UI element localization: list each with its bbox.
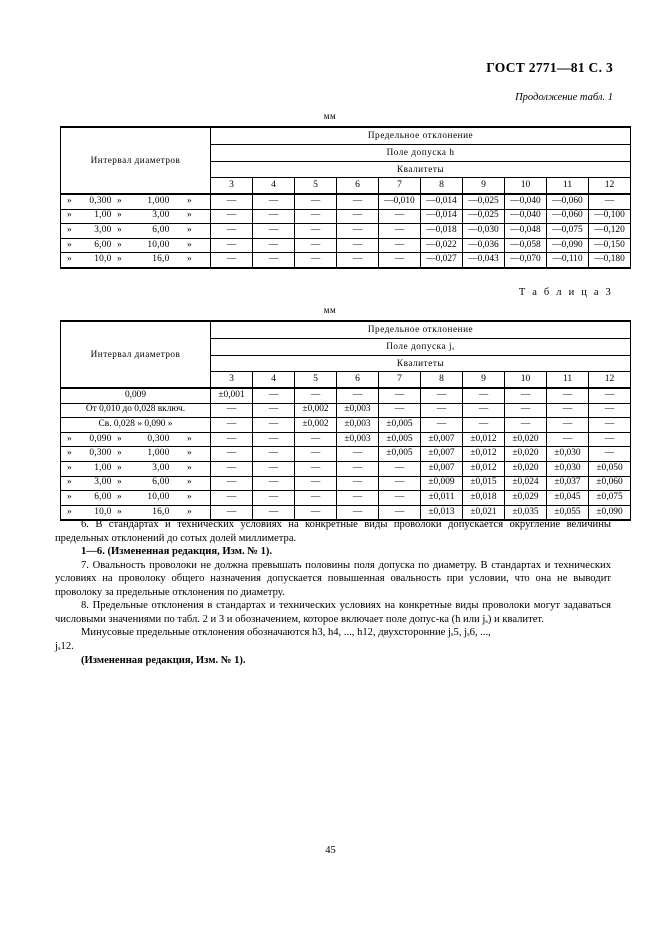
interval-from: 10,0 bbox=[94, 254, 112, 265]
value-cell-q7: — bbox=[379, 238, 421, 253]
value-cell-q12: —0,100 bbox=[589, 209, 631, 224]
interval-suffix: » bbox=[187, 210, 192, 221]
interval-from: 3,00 bbox=[94, 477, 112, 488]
value-cell-q12: — bbox=[589, 194, 631, 209]
value-cell-q4: — bbox=[253, 238, 295, 253]
interval-separator: » bbox=[117, 433, 122, 444]
interval-to: 6,00 bbox=[152, 477, 170, 488]
value-cell-q5: — bbox=[295, 388, 337, 403]
interval-text bbox=[62, 435, 210, 445]
value-cell-q8: —0,014 bbox=[421, 194, 463, 209]
paragraph-9-text-4: 12. bbox=[60, 640, 74, 652]
value-cell-q4: — bbox=[253, 388, 295, 403]
value-cell-q10: —0,040 bbox=[505, 209, 547, 224]
table-row bbox=[61, 388, 631, 403]
paragraph-9 bbox=[55, 626, 611, 653]
interval-separator: » bbox=[117, 462, 122, 473]
interval-to: 3,00 bbox=[152, 210, 170, 221]
value-cell-q10: ±0,020 bbox=[505, 432, 547, 447]
interval-text bbox=[62, 464, 210, 474]
value-cell-q9: ±0,012 bbox=[463, 461, 505, 476]
value-cell-q12: ±0,060 bbox=[589, 476, 631, 491]
value-cell-q8: ±0,011 bbox=[421, 491, 463, 506]
interval-from: 10,0 bbox=[94, 506, 112, 517]
interval-separator: » bbox=[117, 448, 122, 459]
value-cell-q12: — bbox=[589, 432, 631, 447]
paragraph-8 bbox=[55, 599, 611, 626]
quality-column-header-11: 11 bbox=[547, 178, 589, 195]
interval-prefix: » bbox=[67, 433, 72, 444]
quality-column-header-5: 5 bbox=[295, 178, 337, 195]
tolerance-table-h bbox=[60, 126, 631, 269]
value-cell-q3: — bbox=[211, 476, 253, 491]
value-cell-q12: ±0,090 bbox=[589, 505, 631, 520]
value-cell-q8: — bbox=[421, 403, 463, 418]
interval-suffix: » bbox=[187, 195, 192, 206]
table-row bbox=[61, 432, 631, 447]
value-cell-q4: — bbox=[253, 505, 295, 520]
table1-qualities-header: Квалитеты bbox=[211, 162, 631, 178]
value-cell-q6: — bbox=[337, 209, 379, 224]
value-cell-q12: —0,120 bbox=[589, 224, 631, 239]
value-cell-q6: — bbox=[337, 253, 379, 268]
value-cell-q11: —0,060 bbox=[547, 194, 589, 209]
value-cell-q8: —0,022 bbox=[421, 238, 463, 253]
interval-prefix: » bbox=[67, 492, 72, 503]
table-row bbox=[61, 224, 631, 239]
table-row bbox=[61, 253, 631, 268]
paragraph-9-text-3: 6, ..., bbox=[469, 627, 491, 639]
value-cell-q4: — bbox=[253, 461, 295, 476]
value-cell-q8: —0,018 bbox=[421, 224, 463, 239]
value-cell-q3: — bbox=[211, 194, 253, 209]
table-row bbox=[61, 491, 631, 506]
interval-text bbox=[62, 241, 210, 251]
value-cell-q3: — bbox=[211, 238, 253, 253]
paragraph-9-text-2: 5, j bbox=[453, 627, 468, 639]
paragraph-9-text-1: Минусовые предельные отклонения обозначаются h3, h4, ..., h12, двухсторонние j bbox=[81, 627, 451, 639]
table-3-label: Т а б л и ц а 3 bbox=[518, 287, 613, 298]
interval-from: 0,300 bbox=[89, 448, 112, 459]
value-cell-q10: ±0,020 bbox=[505, 447, 547, 462]
value-cell-q9: — bbox=[463, 388, 505, 403]
value-cell-q7: — bbox=[379, 253, 421, 268]
value-cell-q8: ±0,009 bbox=[421, 476, 463, 491]
value-cell-q10: — bbox=[505, 403, 547, 418]
value-cell-q7: ±0,005 bbox=[379, 432, 421, 447]
value-cell-q12: —0,150 bbox=[589, 238, 631, 253]
value-cell-q11: —0,090 bbox=[547, 238, 589, 253]
quality-column-header-8: 8 bbox=[421, 178, 463, 195]
quality-column-header-6: 6 bbox=[337, 372, 379, 389]
value-cell-q12: — bbox=[589, 418, 631, 433]
value-cell-q4: — bbox=[253, 447, 295, 462]
table1-body bbox=[61, 194, 631, 268]
value-cell-q10: —0,070 bbox=[505, 253, 547, 268]
interval-text bbox=[62, 255, 210, 265]
interval-suffix: » bbox=[187, 492, 192, 503]
interval-cell bbox=[61, 461, 211, 476]
interval-suffix: » bbox=[187, 239, 192, 250]
interval-from: 0,300 bbox=[89, 195, 112, 206]
interval-from: 1,00 bbox=[94, 462, 112, 473]
table1-interval-header: Интервал диаметров bbox=[61, 127, 211, 194]
value-cell-q9: — bbox=[463, 403, 505, 418]
interval-separator: » bbox=[117, 254, 122, 265]
value-cell-q5: — bbox=[295, 209, 337, 224]
table2-deviation-header: Предельное отклонение bbox=[211, 321, 631, 339]
value-cell-q5: — bbox=[295, 491, 337, 506]
interval-from: 1,00 bbox=[94, 210, 112, 221]
value-cell-q5: ±0,002 bbox=[295, 403, 337, 418]
table-row bbox=[61, 194, 631, 209]
interval-text: От 0,010 до 0,028 включ. bbox=[85, 404, 186, 415]
value-cell-q5: ±0,002 bbox=[295, 418, 337, 433]
interval-separator: » bbox=[117, 239, 122, 250]
quality-column-header-8: 8 bbox=[421, 372, 463, 389]
paragraph-9-sub-1: s bbox=[450, 631, 454, 639]
interval-suffix: » bbox=[187, 506, 192, 517]
paragraph-8-text-2: ) и квалитет. bbox=[487, 613, 544, 625]
interval-prefix: » bbox=[67, 225, 72, 236]
value-cell-q6: — bbox=[337, 491, 379, 506]
value-cell-q6: — bbox=[337, 447, 379, 462]
value-cell-q9: —0,043 bbox=[463, 253, 505, 268]
value-cell-q5: — bbox=[295, 461, 337, 476]
value-cell-q3: — bbox=[211, 403, 253, 418]
interval-from: 6,00 bbox=[94, 492, 112, 503]
interval-text: 0,009 bbox=[124, 389, 147, 400]
value-cell-q5: — bbox=[295, 476, 337, 491]
value-cell-q3: — bbox=[211, 418, 253, 433]
value-cell-q5: — bbox=[295, 224, 337, 239]
value-cell-q9: ±0,012 bbox=[463, 432, 505, 447]
interval-to: 10,00 bbox=[147, 492, 170, 503]
table-row bbox=[61, 447, 631, 462]
interval-text: Св. 0,028 » 0,090 » bbox=[98, 419, 173, 430]
interval-from: 6,00 bbox=[94, 239, 112, 250]
interval-separator: » bbox=[117, 210, 122, 221]
value-cell-q8: —0,014 bbox=[421, 209, 463, 224]
value-cell-q6: ±0,003 bbox=[337, 418, 379, 433]
interval-text bbox=[62, 493, 210, 503]
table2-tolerance-field-prefix: Поле допуска j bbox=[386, 341, 453, 351]
paragraph-8-text-1: 8. Предельные отклонения в стандартах и технических условиях на конкретные виды проволоки могут задаваться числовыми значениями по табл. 2 и 3 и обозначением, которое включает поле допус-ка (h или j bbox=[55, 600, 611, 625]
interval-to: 3,00 bbox=[152, 462, 170, 473]
interval-prefix: » bbox=[67, 506, 72, 517]
value-cell-q6: — bbox=[337, 388, 379, 403]
quality-column-header-12: 12 bbox=[589, 372, 631, 389]
paragraph-7: 7. Овальность проволоки не должна превышать половины поля допуска по диаметру. В стандартах и технических условиях на проволоку общего назначения допускается повышенная овальность при условии, что она не выводит проволоку за предельные отклонения по диаметру. bbox=[55, 559, 611, 598]
value-cell-q10: —0,058 bbox=[505, 238, 547, 253]
value-cell-q10: ±0,035 bbox=[505, 505, 547, 520]
table-row bbox=[61, 461, 631, 476]
interval-from: 3,00 bbox=[94, 225, 112, 236]
interval-from: 0,090 bbox=[89, 433, 112, 444]
paragraph-8-sub: s bbox=[485, 618, 488, 625]
value-cell-q11: ±0,045 bbox=[547, 491, 589, 506]
value-cell-q6: — bbox=[337, 238, 379, 253]
paragraph-9-sub-3: s bbox=[57, 645, 61, 653]
interval-text bbox=[62, 478, 210, 488]
value-cell-q8: — bbox=[421, 388, 463, 403]
table1-deviation-header: Предельное отклонение bbox=[211, 127, 631, 145]
value-cell-q8: ±0,013 bbox=[421, 505, 463, 520]
value-cell-q5: — bbox=[295, 194, 337, 209]
table-row bbox=[61, 403, 631, 418]
value-cell-q11: — bbox=[547, 418, 589, 433]
value-cell-q11: — bbox=[547, 388, 589, 403]
value-cell-q6: — bbox=[337, 224, 379, 239]
quality-column-header-3: 3 bbox=[211, 178, 253, 195]
interval-suffix: » bbox=[187, 448, 192, 459]
value-cell-q4: — bbox=[253, 224, 295, 239]
value-cell-q11: —0,110 bbox=[547, 253, 589, 268]
interval-to: 6,00 bbox=[152, 225, 170, 236]
interval-suffix: » bbox=[187, 254, 192, 265]
table-row bbox=[61, 238, 631, 253]
table-row bbox=[61, 476, 631, 491]
table2-qualities-header: Квалитеты bbox=[211, 356, 631, 372]
interval-text bbox=[62, 508, 210, 518]
value-cell-q3: — bbox=[211, 432, 253, 447]
body-text-block bbox=[55, 518, 611, 667]
value-cell-q12: ±0,075 bbox=[589, 491, 631, 506]
table-row bbox=[61, 418, 631, 433]
quality-column-header-12: 12 bbox=[589, 178, 631, 195]
interval-suffix: » bbox=[187, 462, 192, 473]
standard-title: ГОСТ 2771—81 С. 3 bbox=[486, 60, 613, 75]
value-cell-q7: — bbox=[379, 461, 421, 476]
interval-to: 1,000 bbox=[147, 448, 170, 459]
quality-column-header-9: 9 bbox=[463, 178, 505, 195]
tolerance-table-js bbox=[60, 320, 631, 521]
value-cell-q8: —0,027 bbox=[421, 253, 463, 268]
value-cell-q6: ±0,003 bbox=[337, 403, 379, 418]
interval-text bbox=[62, 226, 210, 236]
interval-cell bbox=[61, 491, 211, 506]
value-cell-q7: — bbox=[379, 388, 421, 403]
value-cell-q5: — bbox=[295, 432, 337, 447]
value-cell-q11: ±0,030 bbox=[547, 447, 589, 462]
interval-separator: » bbox=[117, 477, 122, 488]
value-cell-q7: — bbox=[379, 491, 421, 506]
table2-tolerance-field-header bbox=[211, 339, 631, 356]
interval-separator: » bbox=[117, 225, 122, 236]
paragraph-6: 6. В стандартах и технических условиях на конкретные виды проволоки допускается округление величины предельных отклонений до сотых долей миллиметра. bbox=[55, 519, 611, 544]
interval-prefix: » bbox=[67, 477, 72, 488]
value-cell-q6: — bbox=[337, 476, 379, 491]
interval-suffix: » bbox=[187, 477, 192, 488]
value-cell-q9: ±0,015 bbox=[463, 476, 505, 491]
value-cell-q9: — bbox=[463, 418, 505, 433]
value-cell-q9: —0,036 bbox=[463, 238, 505, 253]
value-cell-q4: — bbox=[253, 403, 295, 418]
value-cell-q8: ±0,007 bbox=[421, 461, 463, 476]
quality-column-header-7: 7 bbox=[379, 372, 421, 389]
interval-cell bbox=[61, 432, 211, 447]
quality-column-header-6: 6 bbox=[337, 178, 379, 195]
value-cell-q7: — bbox=[379, 505, 421, 520]
value-cell-q11: ±0,030 bbox=[547, 461, 589, 476]
value-cell-q12: — bbox=[589, 403, 631, 418]
value-cell-q10: ±0,024 bbox=[505, 476, 547, 491]
table2-tolerance-field-sub: s bbox=[452, 346, 455, 353]
interval-to: 16,0 bbox=[152, 254, 170, 265]
table1-tolerance-field-header: Поле допуска h bbox=[211, 145, 631, 162]
value-cell-q10: ±0,020 bbox=[505, 461, 547, 476]
page-number: 45 bbox=[325, 845, 336, 856]
interval-cell bbox=[61, 209, 211, 224]
value-cell-q9: —0,030 bbox=[463, 224, 505, 239]
interval-suffix: » bbox=[187, 433, 192, 444]
value-cell-q12: —0,180 bbox=[589, 253, 631, 268]
quality-column-header-10: 10 bbox=[505, 372, 547, 389]
value-cell-q12: — bbox=[589, 447, 631, 462]
value-cell-q9: ±0,018 bbox=[463, 491, 505, 506]
value-cell-q3: — bbox=[211, 461, 253, 476]
interval-text bbox=[62, 211, 210, 221]
continuation-label: Продолжение табл. 1 bbox=[515, 92, 613, 103]
value-cell-q7: —0,010 bbox=[379, 194, 421, 209]
value-cell-q3: — bbox=[211, 505, 253, 520]
value-cell-q10: — bbox=[505, 418, 547, 433]
value-cell-q12: — bbox=[589, 388, 631, 403]
quality-column-header-9: 9 bbox=[463, 372, 505, 389]
value-cell-q3: — bbox=[211, 447, 253, 462]
value-cell-q4: — bbox=[253, 209, 295, 224]
value-cell-q10: —0,040 bbox=[505, 194, 547, 209]
interval-separator: » bbox=[117, 492, 122, 503]
quality-column-header-4: 4 bbox=[253, 178, 295, 195]
value-cell-q6: ±0,003 bbox=[337, 432, 379, 447]
paragraph-9-note: (Измененная редакция, Изм. № 1). bbox=[81, 654, 246, 666]
value-cell-q7: — bbox=[379, 209, 421, 224]
interval-separator: » bbox=[117, 195, 122, 206]
interval-prefix: » bbox=[67, 462, 72, 473]
value-cell-q10: ±0,029 bbox=[505, 491, 547, 506]
interval-cell bbox=[61, 403, 211, 418]
interval-suffix: » bbox=[187, 225, 192, 236]
unit-label-table1: мм bbox=[323, 111, 337, 121]
value-cell-q4: — bbox=[253, 418, 295, 433]
quality-column-header-11: 11 bbox=[547, 372, 589, 389]
value-cell-q11: — bbox=[547, 432, 589, 447]
value-cell-q3: — bbox=[211, 491, 253, 506]
interval-cell bbox=[61, 194, 211, 209]
value-cell-q6: — bbox=[337, 194, 379, 209]
interval-text bbox=[62, 449, 210, 459]
quality-column-header-3: 3 bbox=[211, 372, 253, 389]
value-cell-q3: — bbox=[211, 209, 253, 224]
value-cell-q8: ±0,007 bbox=[421, 432, 463, 447]
value-cell-q10: —0,048 bbox=[505, 224, 547, 239]
value-cell-q10: — bbox=[505, 388, 547, 403]
interval-cell bbox=[61, 238, 211, 253]
paragraph-9-sub-2: s bbox=[467, 631, 470, 639]
value-cell-q6: — bbox=[337, 505, 379, 520]
interval-text bbox=[62, 197, 210, 207]
value-cell-q6: — bbox=[337, 461, 379, 476]
value-cell-q5: — bbox=[295, 238, 337, 253]
value-cell-q9: —0,025 bbox=[463, 209, 505, 224]
table2-interval-header: Интервал диаметров bbox=[61, 321, 211, 388]
value-cell-q11: ±0,037 bbox=[547, 476, 589, 491]
value-cell-q3: — bbox=[211, 224, 253, 239]
value-cell-q7: — bbox=[379, 224, 421, 239]
interval-separator: » bbox=[117, 506, 122, 517]
value-cell-q7: ±0,005 bbox=[379, 418, 421, 433]
quality-column-header-10: 10 bbox=[505, 178, 547, 195]
value-cell-q3: ±0,001 bbox=[211, 388, 253, 403]
table2-body bbox=[61, 388, 631, 520]
interval-to: 1,000 bbox=[147, 195, 170, 206]
interval-cell bbox=[61, 476, 211, 491]
interval-cell bbox=[61, 253, 211, 268]
value-cell-q4: — bbox=[253, 432, 295, 447]
paragraph-9-tail-letter: j bbox=[55, 640, 58, 652]
value-cell-q7: — bbox=[379, 476, 421, 491]
value-cell-q3: — bbox=[211, 253, 253, 268]
value-cell-q9: —0,025 bbox=[463, 194, 505, 209]
value-cell-q9: ±0,012 bbox=[463, 447, 505, 462]
value-cell-q7: ±0,005 bbox=[379, 447, 421, 462]
interval-prefix: » bbox=[67, 195, 72, 206]
interval-prefix: » bbox=[67, 239, 72, 250]
value-cell-q4: — bbox=[253, 476, 295, 491]
value-cell-q4: — bbox=[253, 253, 295, 268]
interval-cell bbox=[61, 388, 211, 403]
interval-prefix: » bbox=[67, 210, 72, 221]
value-cell-q5: — bbox=[295, 253, 337, 268]
value-cell-q7: — bbox=[379, 403, 421, 418]
value-cell-q9: ±0,021 bbox=[463, 505, 505, 520]
quality-column-header-4: 4 bbox=[253, 372, 295, 389]
interval-cell bbox=[61, 418, 211, 433]
quality-column-header-5: 5 bbox=[295, 372, 337, 389]
value-cell-q11: — bbox=[547, 403, 589, 418]
value-cell-q4: — bbox=[253, 194, 295, 209]
interval-to: 10,00 bbox=[147, 239, 170, 250]
table-row bbox=[61, 209, 631, 224]
value-cell-q5: — bbox=[295, 447, 337, 462]
interval-prefix: » bbox=[67, 448, 72, 459]
value-cell-q8: ±0,007 bbox=[421, 447, 463, 462]
interval-prefix: » bbox=[67, 254, 72, 265]
interval-to: 0,300 bbox=[147, 433, 170, 444]
unit-label-table2: мм bbox=[323, 305, 337, 315]
interval-to: 16,0 bbox=[152, 506, 170, 517]
value-cell-q11: —0,060 bbox=[547, 209, 589, 224]
interval-cell bbox=[61, 224, 211, 239]
value-cell-q12: ±0,050 bbox=[589, 461, 631, 476]
value-cell-q11: ±0,055 bbox=[547, 505, 589, 520]
interval-cell bbox=[61, 447, 211, 462]
value-cell-q8: — bbox=[421, 418, 463, 433]
value-cell-q11: —0,075 bbox=[547, 224, 589, 239]
value-cell-q4: — bbox=[253, 491, 295, 506]
paragraph-6-note: 1—6. (Измененная редакция, Изм. № 1). bbox=[81, 546, 273, 558]
quality-column-header-7: 7 bbox=[379, 178, 421, 195]
value-cell-q5: — bbox=[295, 505, 337, 520]
